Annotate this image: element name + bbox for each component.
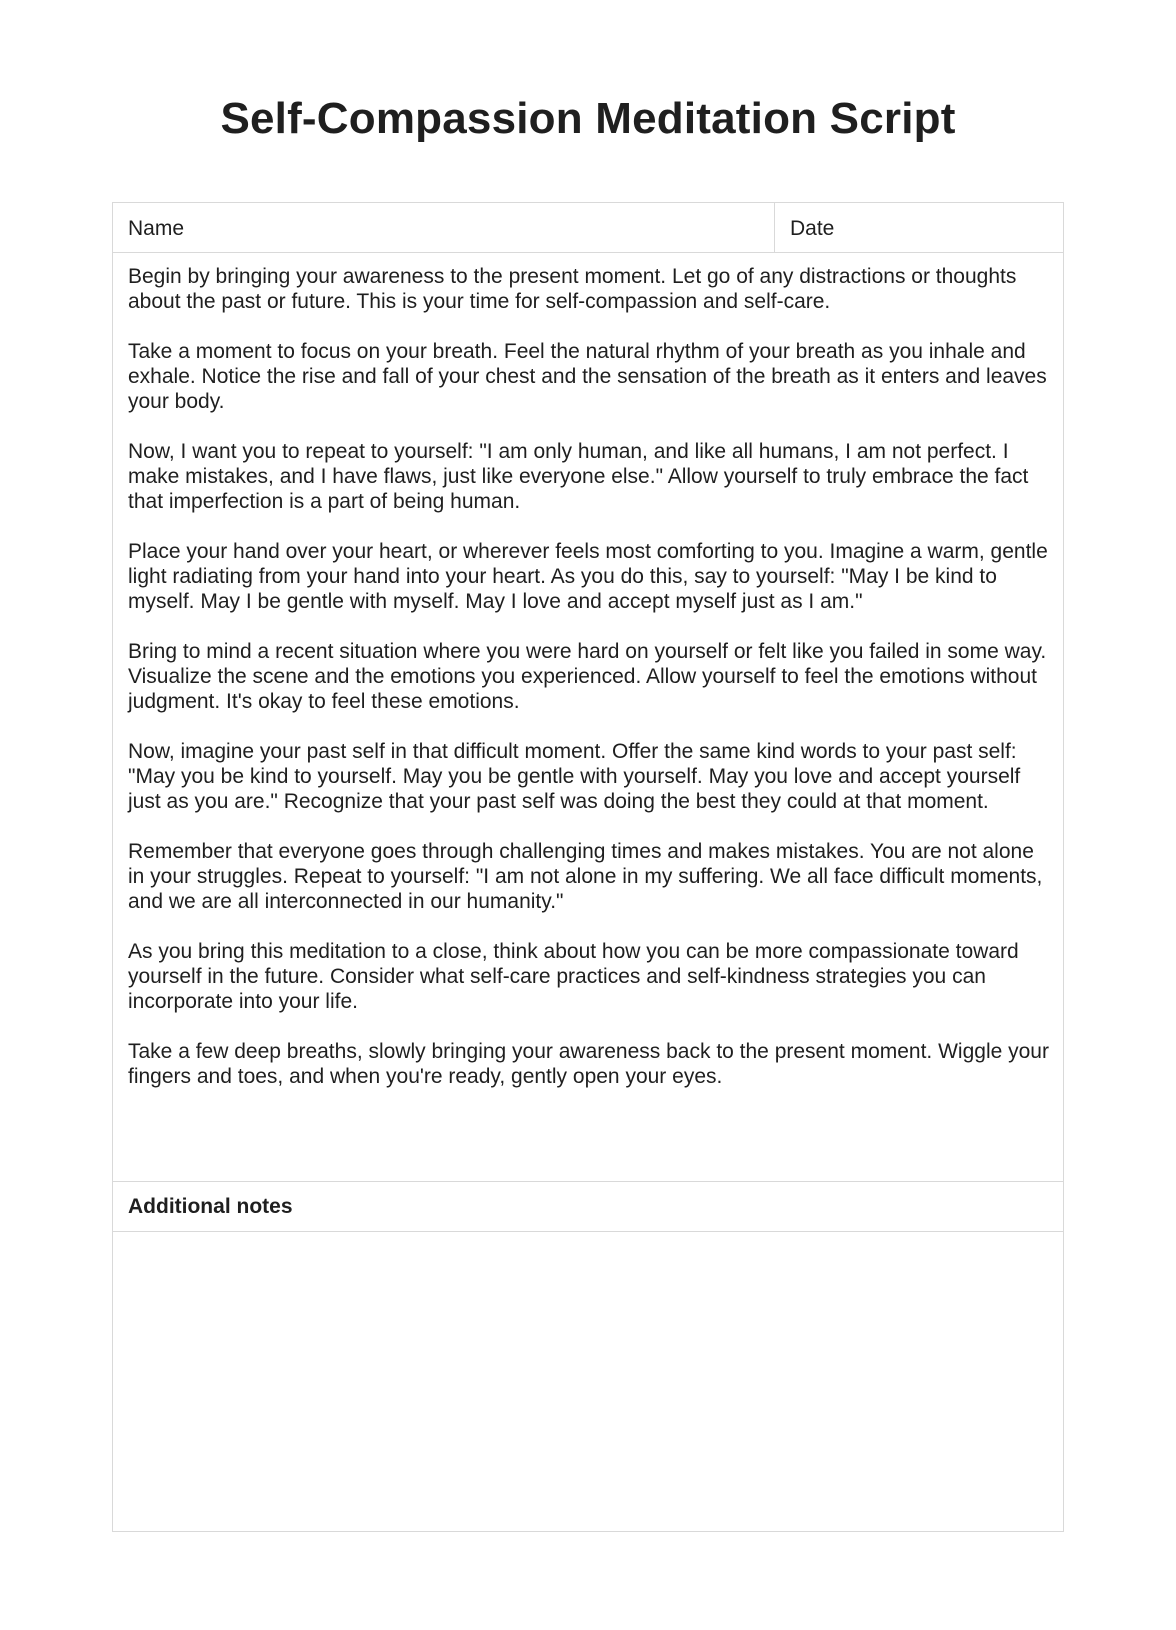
header-row [113,203,1063,253]
date-label: Date [790,217,835,240]
name-field[interactable] [113,203,775,252]
notes-header [113,1181,1063,1232]
meditation-form [112,202,1064,1532]
script-paragraph: Bring to mind a recent situation where you were hard on yourself or felt like you failed in some way. Visualize the scene and the emotions you experienced. Allow yourself to feel the emotions without judgment. It's okay to feel these emotions. [128,640,1047,713]
script-paragraph: Remember that everyone goes through challenging times and makes mistakes. You are not alone in your struggles. Repeat to yourself: "I am not alone in my suffering. We all face difficult moments, and we are all interconnected in our humanity." [128,840,1043,913]
notes-input[interactable] [113,1232,1063,1531]
script-body [128,264,1053,1114]
script-paragraph: As you bring this meditation to a close, think about how you can be more compassionate toward yourself in the future. Consider what self-care practices and self-kindness strategies you can incorporate into your life. [128,940,1019,1013]
date-field[interactable] [775,203,1063,252]
notes-label: Additional notes [128,1195,293,1218]
name-label: Name [128,217,185,240]
script-paragraph: Now, I want you to repeat to yourself: "I am only human, and like all humans, I am not perfect. I make mistakes, and I have flaws, just like everyone else." Allow yourself to truly embrace the fact that imperfection is a part of being human. [128,440,1029,513]
script-paragraph: Place your hand over your heart, or wherever feels most comforting to you. Imagine a warm, gentle light radiating from your hand into your heart. As you do this, say to yourself: "May I be kind to myself. May I be gentle with myself. May I love and accept myself just as I am." [128,540,1048,613]
script-paragraph: Begin by bringing your awareness to the present moment. Let go of any distractions or thoughts about the past or future. This is your time for self-compassion and self-care. [128,265,1017,313]
script-paragraph: Take a few deep breaths, slowly bringing your awareness back to the present moment. Wiggle your fingers and toes, and when you're ready, gently open your eyes. [128,1040,1049,1088]
script-paragraph: Take a moment to focus on your breath. Feel the natural rhythm of your breath as you inhale and exhale. Notice the rise and fall of your chest and the sensation of the breath as it enters and leaves your body. [128,340,1047,413]
page-title: Self-Compassion Meditation Script [220,94,956,143]
script-paragraph: Now, imagine your past self in that difficult moment. Offer the same kind words to your past self: "May you be kind to yourself. May you be gentle with yourself. May you love and accept yourself just as you are." Recognize that your past self was doing the best they could at that moment. [128,740,1021,813]
